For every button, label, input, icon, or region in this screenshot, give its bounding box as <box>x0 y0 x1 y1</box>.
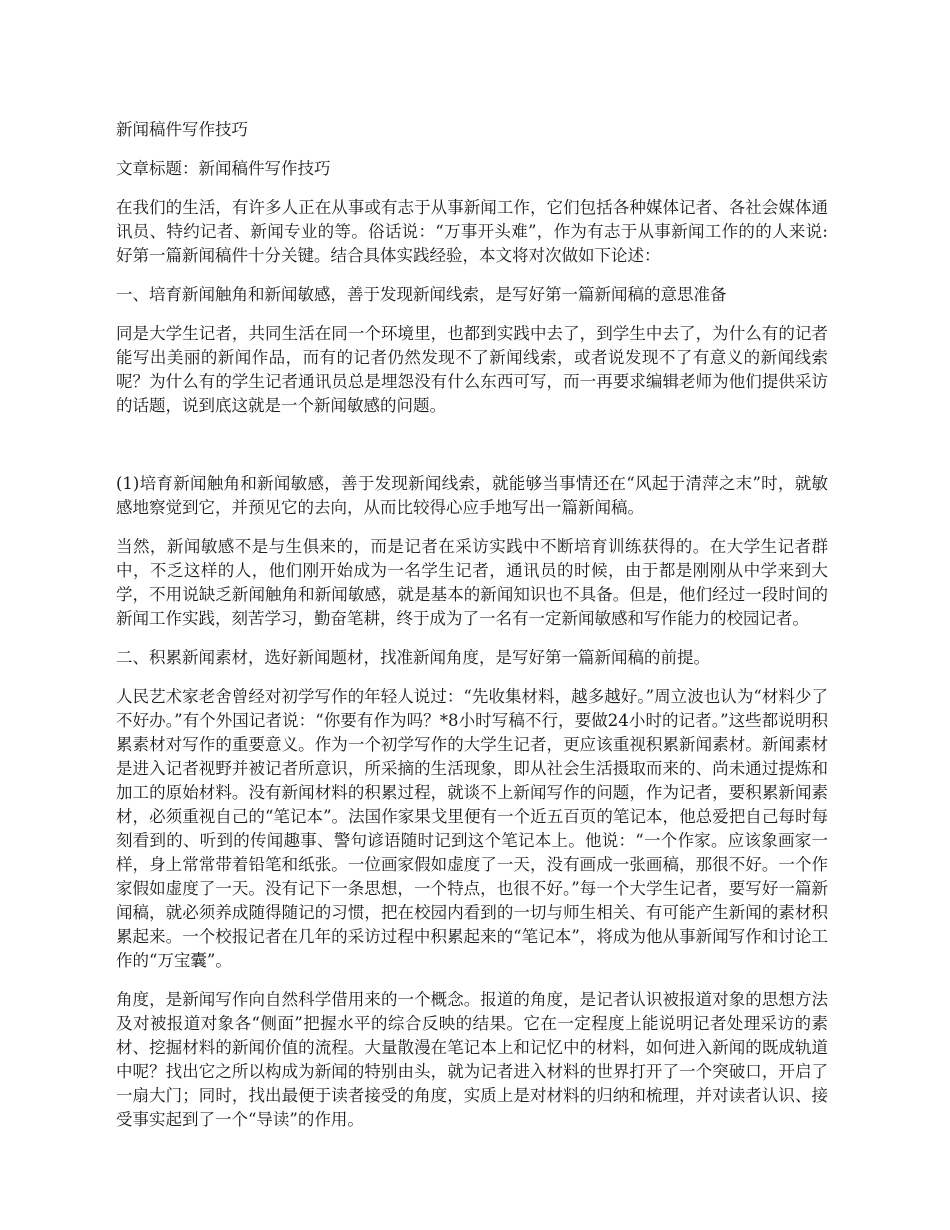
blank-gap <box>116 433 828 472</box>
document-page <box>116 118 828 1147</box>
article-title-line: 文章标题：新闻稿件写作技巧 <box>116 159 331 178</box>
paragraph-point-1: (1)培育新闻触角和新闻敏感，善于发现新闻线索，就能够当事情还在“风起于清萍之末”时，就敏感地察觉到它，并预见它的去向，从而比较得心应手地写出一篇新闻稿。 <box>116 474 828 517</box>
paragraph-materials: 人民艺术家老舍曾经对初学写作的年轻人说过：“先收集材料，越多越好。”周立波也认为“材料少了不好办。”有个外国记者说：“你要有作为吗？*8小时写稿不行，要做24小时的记者。”这些都说明积累素材对写作的重要意义。作为一个初学写作的大学生记者，更应该重视积累新闻素材。新闻素材是进入记者视野并被记者所意识，所采摘的生活现象，即从社会生活摄取而来的、尚未通过提炼和加工的原始材料。没有新闻材料的积累过程，就谈不上新闻写作的问题，作为记者，要积累新闻素材，必须重视自己的“笔记本”。法国作家果戈里便有一个近五百页的笔记本，他总爱把自己每时每刻看到的、听到的传闻趣事、警句谚语随时记到这个笔记本上。他说：“一个作家。应该象画家一样，身上常常带着铅笔和纸张。一位画家假如虚度了一天，没有画成一张画稿，那很不好。一个作家假如虚度了一天。没有记下一条思想，一个特点，也很不好。”每一个大学生记者，要写好一篇新闻稿，就必须养成随得随记的习惯，把在校园内看到的一切与师生相关、有可能产生新闻的素材积累起来。一个校报记者在几年的采访过程中积累起来的“笔记本”，将成为他从事新闻写作和讨论工作的“万宝囊”。 <box>116 687 828 970</box>
document-title: 新闻稿件写作技巧 <box>116 120 248 139</box>
paragraph-intro: 在我们的生活，有许多人正在从事或有志于从事新闻工作，它们包括各种媒体记者、各社会媒体通讯员、特约记者、新闻专业的等。俗话说：“万事开头难”，作为有志于从事新闻工作的的人来说:好第一篇新闻稿件十分关键。结合具体实践经验，本文将对次做如下论述： <box>116 198 828 265</box>
paragraph-angle: 角度，是新闻写作向自然科学借用来的一个概念。报道的角度，是记者认识被报道对象的思想方法及对被报道对象各“侧面”把握水平的综合反映的结果。它在一定程度上能说明记者处理采访的素材、挖掘材料的新闻价值的流程。大量散漫在笔记本上和记忆中的材料，如何进入新闻的既成轨道中呢？找出它之所以构成为新闻的特别由头，就为记者进入材料的世界打开了一个突破口，开启了一扇大门；同时，找出最便于读者接受的角度，实质上是对材料的归纳和梳理，并对读者认识、接受事实起到了一个“导读”的作用。 <box>116 990 828 1129</box>
section-heading-2: 二、积累新闻素材，选好新闻题材，找准新闻角度，是写好第一篇新闻稿的前提。 <box>116 648 710 667</box>
paragraph-training: 当然，新闻敏感不是与生俱来的，而是记者在采访实践中不断培育训练获得的。在大学生记者群中，不乏这样的人，他们刚开始成为一名学生记者，通讯员的时候，由于都是刚刚从中学来到大学，不用说缺乏新闻触角和新闻敏感，就是基本的新闻知识也不具备。但是，他们经过一段时间的新闻工作实践，刻苦学习，勤奋笔耕，终于成为了一名有一定新闻敏感和写作能力的校园记者。 <box>116 537 828 628</box>
paragraph-news-sense: 同是大学生记者，共同生活在同一个环境里，也都到实践中去了，到学生中去了，为什么有的记者能写出美丽的新闻作品，而有的记者仍然发现不了新闻线索，或者说发现不了有意义的新闻线索呢？为什么有的学生记者通讯员总是埋怨没有什么东西可写，而一再要求编辑老师为他们提供采访的话题，说到底这就是一个新闻敏感的问题。 <box>116 324 828 415</box>
section-heading-1: 一、培育新闻触角和新闻敏感，善于发现新闻线索，是写好第一篇新闻稿的意思准备 <box>116 285 727 304</box>
